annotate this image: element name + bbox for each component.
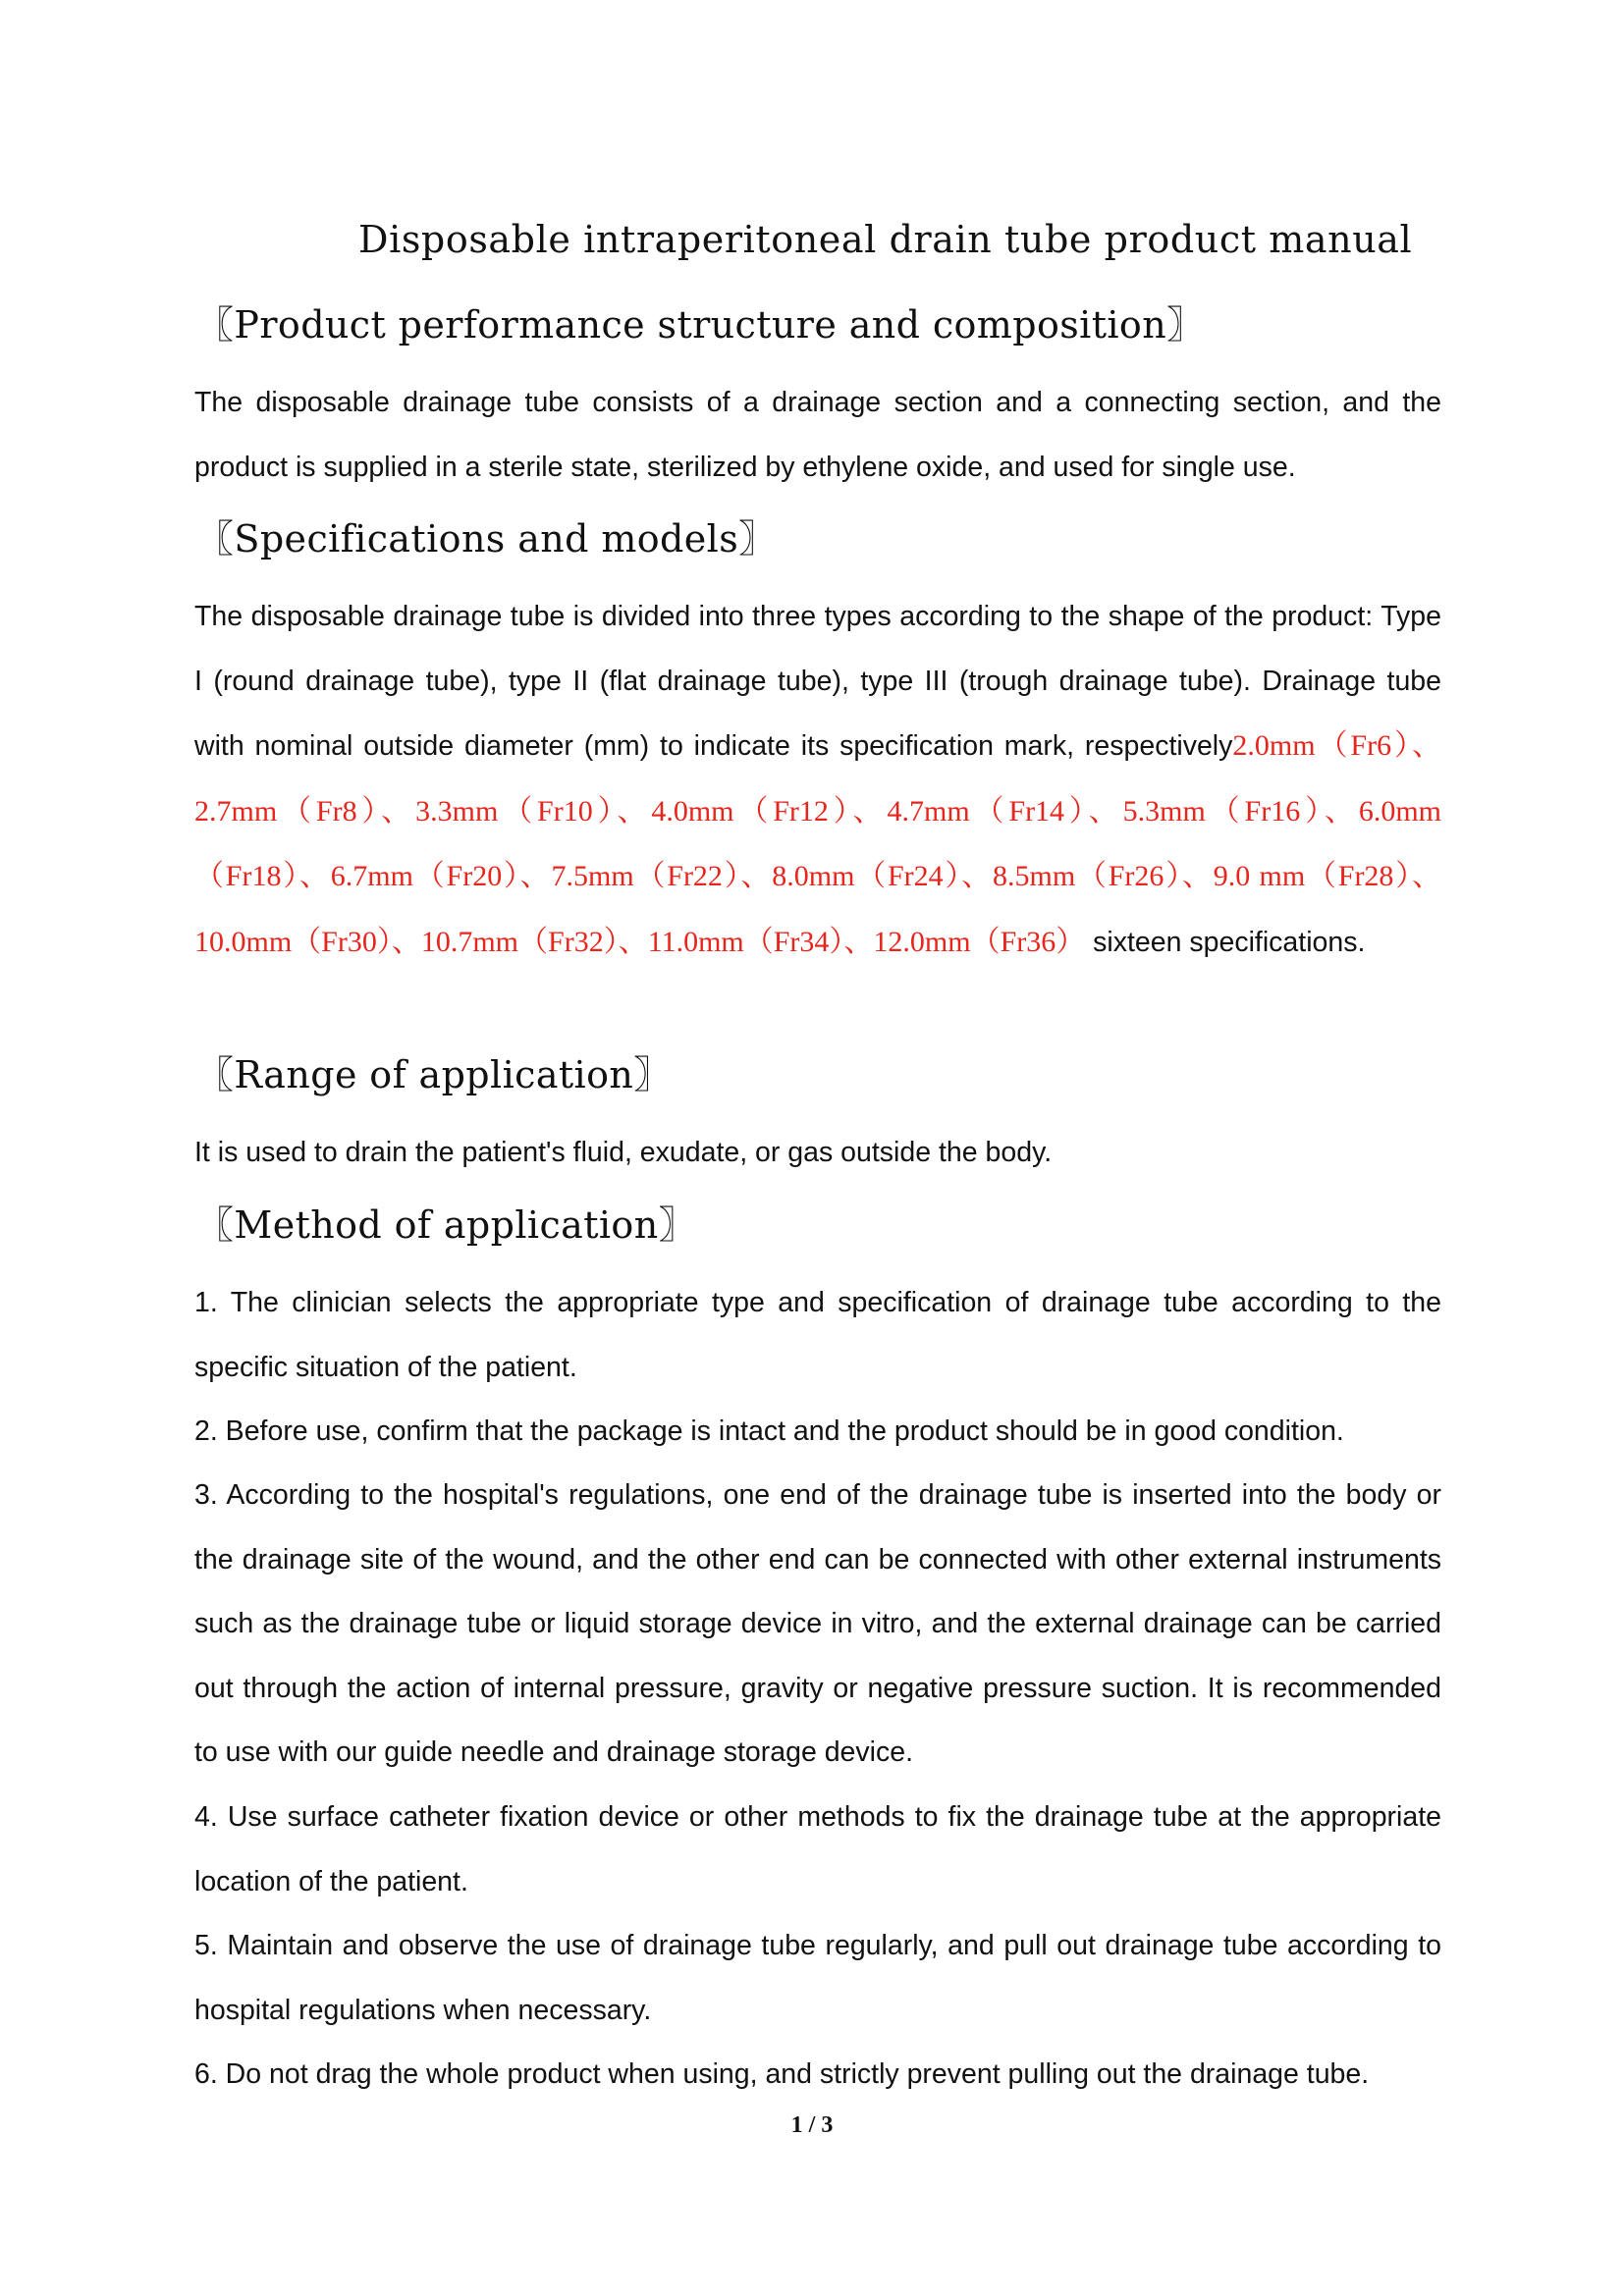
specifications-intro-text: The disposable drainage tube is divided into three types according to the shape of the product: Type I (round drainage tube), type II (flat drainage tube), type III (trough drainage tube). Drainage tube with nominal outside diameter (mm) to indicate its specification mark, respectively — [194, 601, 1441, 762]
heading-composition: 〖Product performance structure and composition〗 — [196, 303, 1205, 347]
heading-specifications: 〖Specifications and models〗 — [196, 517, 777, 561]
paragraph-composition: The disposable drainage tube consists of a drainage section and a connecting section, and the product is supplied in a sterile state, sterilized by ethylene oxide, and used for single use. — [194, 387, 1441, 483]
method-step: 5. Maintain and observe the use of drainage tube regularly, and pull out drainage tube according to hospital regulations when necessary. — [194, 1930, 1441, 2026]
method-step: 1. The clinician selects the appropriate type and specification of drainage tube according to the specific situation of the patient. — [194, 1287, 1441, 1383]
heading-range: 〖Range of application〗 — [196, 1053, 672, 1096]
specifications-closing-text: sixteen specifications. — [1085, 926, 1366, 958]
specifications-size-list: 2.0mm（Fr6）、2.7mm（Fr8）、3.3mm（Fr10）、4.0mm（Fr12）、4.7mm（Fr14）、5.3mm（Fr16）、6.0mm（Fr18）、6.7mm（Fr20）、7.5mm（Fr22）、8.0mm（Fr24）、8.5mm（Fr26）、9.0 mm（Fr28）、10.0mm（Fr30）、10.7mm（Fr32）、11.0mm（Fr34）、12.0mm（Fr36） — [194, 729, 1441, 958]
paragraph-specifications — [194, 585, 1441, 975]
method-step: 6. Do not drag the whole product when using, and strictly prevent pulling out the drainage tube. — [194, 2058, 1370, 2090]
paragraph-range: It is used to drain the patient's fluid, exudate, or gas outside the body. — [194, 1137, 1053, 1168]
method-step: 2. Before use, confirm that the package is intact and the product should be in good condition. — [194, 1415, 1344, 1447]
page-number: 1 / 3 — [790, 2112, 834, 2138]
heading-method: 〖Method of application〗 — [196, 1203, 696, 1247]
method-step: 3. According to the hospital's regulations, one end of the drainage tube is inserted into the body or the drainage site of the wound, and the other end can be connected with other external instruments such as the drainage tube or liquid storage device in vitro, and the external drainage can be carried out through the action of internal pressure, gravity or negative pressure suction. It is recommended to use with our guide needle and drainage storage device. — [194, 1479, 1441, 1768]
method-step: 4. Use surface catheter fixation device or other methods to fix the drainage tube at the appropriate location of the patient. — [194, 1801, 1441, 1897]
document-title: Disposable intraperitoneal drain tube product manual — [358, 218, 1413, 261]
